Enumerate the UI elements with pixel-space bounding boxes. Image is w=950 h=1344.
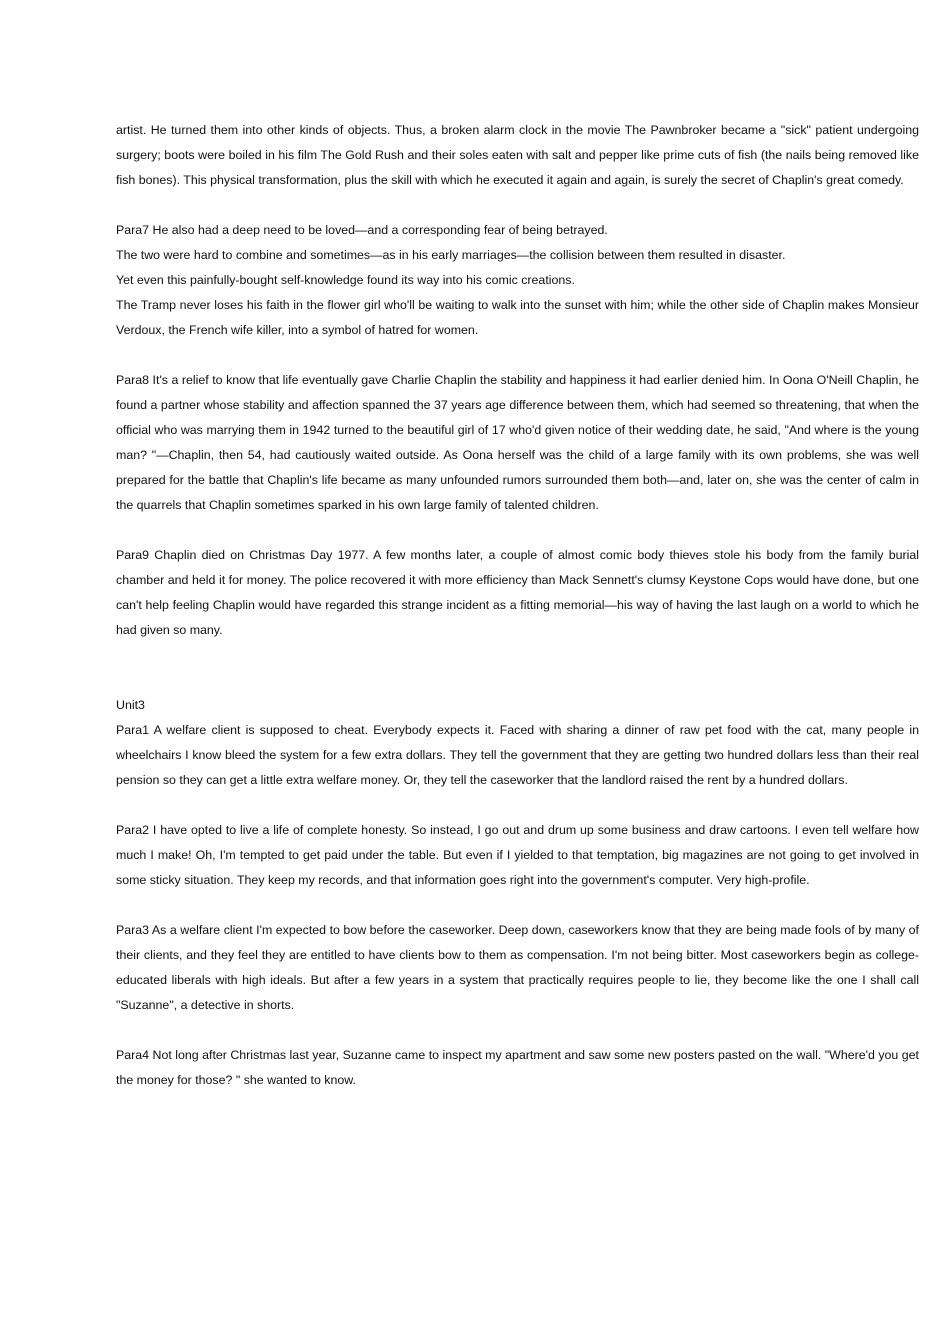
unit3-para4: Para4 Not long after Christmas last year, Suzanne came to inspect my apartment and saw some new posters pasted on the wall. "Where'd you get the money for those? " she wanted to know. bbox=[116, 1048, 919, 1087]
para9: Para9 Chaplin died on Christmas Day 1977. A few months later, a couple of almost comic body thieves stole his body from the family burial chamber and held it for money. The police recovered it with more efficiency than Mack Sennett's clumsy Keystone Cops would have done, but one can't help feeling Chaplin would have regarded this strange incident as a fitting memorial—his way of having the last laugh on a world to which he had given so many. bbox=[116, 548, 919, 637]
unit3-para2: Para2 I have opted to live a life of complete honesty. So instead, I go out and drum up some business and draw cartoons. I even tell welfare how much I make! Oh, I'm tempted to get paid under the table. But even if I yielded to that temptation, big magazines are not going to get involved in some sticky situation. They keep my records, and that information goes right into the government's computer. Very high-profile. bbox=[116, 823, 919, 887]
para7-line-4: The Tramp never loses his faith in the flower girl who'll be waiting to walk into the sunset with him; while the other side of Chaplin makes Monsieur Verdoux, the French wife killer, into a symbol of hatred for women. bbox=[116, 298, 919, 337]
spacer bbox=[116, 518, 919, 543]
document-page bbox=[116, 118, 919, 1093]
unit3-para1: Para1 A welfare client is supposed to cheat. Everybody expects it. Faced with sharing a dinner of raw pet food with the cat, many people in wheelchairs I know bleed the system for a few extra dollars. They tell the government that they are getting two hundred dollars less than their real pension so they can get a little extra welfare money. Or, they tell the caseworker that the landlord raised the rent by a hundred dollars. bbox=[116, 723, 919, 787]
spacer bbox=[116, 1018, 919, 1043]
para7-line-1: Para7 He also had a deep need to be loved—and a corresponding fear of being betrayed. bbox=[116, 223, 608, 237]
unit3-para3: Para3 As a welfare client I'm expected to bow before the caseworker. Deep down, caseworkers know that they are being made fools of by many of their clients, and they feel they are entitled to have clients bow to them as compensation. I'm not being bitter. Most caseworkers begin as college-educated liberals with high ideals. But after a few years in a system that practically requires people to lie, they become like the one I shall call "Suzanne", a detective in shorts. bbox=[116, 923, 919, 1012]
spacer bbox=[116, 643, 919, 693]
spacer bbox=[116, 793, 919, 818]
para7 bbox=[116, 218, 919, 343]
spacer bbox=[116, 893, 919, 918]
unit-heading: Unit3 bbox=[116, 698, 145, 712]
spacer bbox=[116, 193, 919, 218]
para8: Para8 It's a relief to know that life eventually gave Charlie Chaplin the stability and happiness it had earlier denied him. In Oona O'Neill Chaplin, he found a partner whose stability and affection spanned the 37 years age difference between them, which had seemed so threatening, that when the official who was marrying them in 1942 turned to the beautiful girl of 17 who'd given notice of their wedding date, he said, "And where is the young man? "—Chaplin, then 54, had cautiously waited outside. As Oona herself was the child of a large family with its own problems, she was well prepared for the battle that Chaplin's life became as many unfounded rumors surrounded them both—and, later on, she was the center of calm in the quarrels that Chaplin sometimes sparked in his own large family of talented children. bbox=[116, 373, 919, 512]
para7-line-2: The two were hard to combine and sometimes—as in his early marriages—the collision between them resulted in disaster. bbox=[116, 248, 786, 262]
para6-continued: artist. He turned them into other kinds of objects. Thus, a broken alarm clock in the movie The Pawnbroker became a "sick" patient undergoing surgery; boots were boiled in his film The Gold Rush and their soles eaten with salt and pepper like prime cuts of fish (the nails being removed like fish bones). This physical transformation, plus the skill with which he executed it again and again, is surely the secret of Chaplin's great comedy. bbox=[116, 123, 919, 187]
para7-line-3: Yet even this painfully-bought self-knowledge found its way into his comic creations. bbox=[116, 273, 575, 287]
spacer bbox=[116, 343, 919, 368]
